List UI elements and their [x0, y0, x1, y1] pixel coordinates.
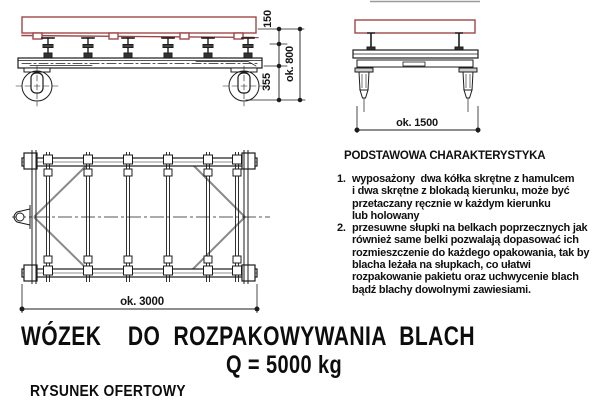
side-view	[16, 10, 305, 106]
support-posts-side	[42, 38, 254, 58]
item-1-text: wyposażony dwa kółka skrętne z hamulcem i dwa skrętne z blokadą kierunku, może być przetaczany ręcznie w każdym kierunku lub holowany	[352, 173, 575, 222]
top-view-dimension	[20, 284, 259, 313]
characteristic-item-1	[337, 173, 599, 222]
dim-ok-1500: ok. 1500	[396, 117, 438, 129]
dim-ok-3000: ok. 3000	[120, 296, 164, 308]
dim-150: 150	[262, 10, 274, 28]
front-view	[353, 2, 480, 134]
characteristics-heading: PODSTAWOWA CHARAKTERYSTYKA	[344, 150, 546, 162]
castor-legs-front	[355, 68, 477, 112]
item-1-number: 1.	[337, 173, 346, 185]
sheet-package-front	[355, 20, 475, 33]
towing-eye	[14, 205, 30, 229]
drawing-type-label: RYSUNEK OFERTOWY	[30, 383, 186, 400]
frame-beam-side	[18, 58, 262, 68]
dim-355: 355	[261, 73, 273, 91]
characteristics-panel	[337, 150, 599, 296]
front-view-dimension	[355, 106, 480, 133]
cross-beams	[44, 152, 242, 282]
item-2-text: przesuwne słupki na belkach poprzecznych jak również same belki pozwalają dopasować ich rozmieszczenie do każdego opakowania, tak by blacha leżała na słupkach, co ułatwi rozpakowanie pakietu oraz uchwycenie blach bądź blachy dowolnymi zawiesiami.	[352, 222, 590, 296]
support-posts-front	[367, 33, 463, 51]
page-title: WÓZEK DO ROZPAKOWYWANIA BLACH	[21, 321, 475, 351]
characteristic-item-2	[337, 222, 599, 296]
dim-ok-800: ok. 800	[284, 46, 296, 82]
capacity-label: Q = 5000 kg	[226, 351, 343, 379]
sheet-package-side	[22, 17, 258, 39]
frame-beams-front	[353, 50, 478, 67]
top-view	[12, 150, 270, 313]
swivel-castor-left	[16, 66, 58, 106]
item-2-number: 2.	[337, 222, 346, 235]
